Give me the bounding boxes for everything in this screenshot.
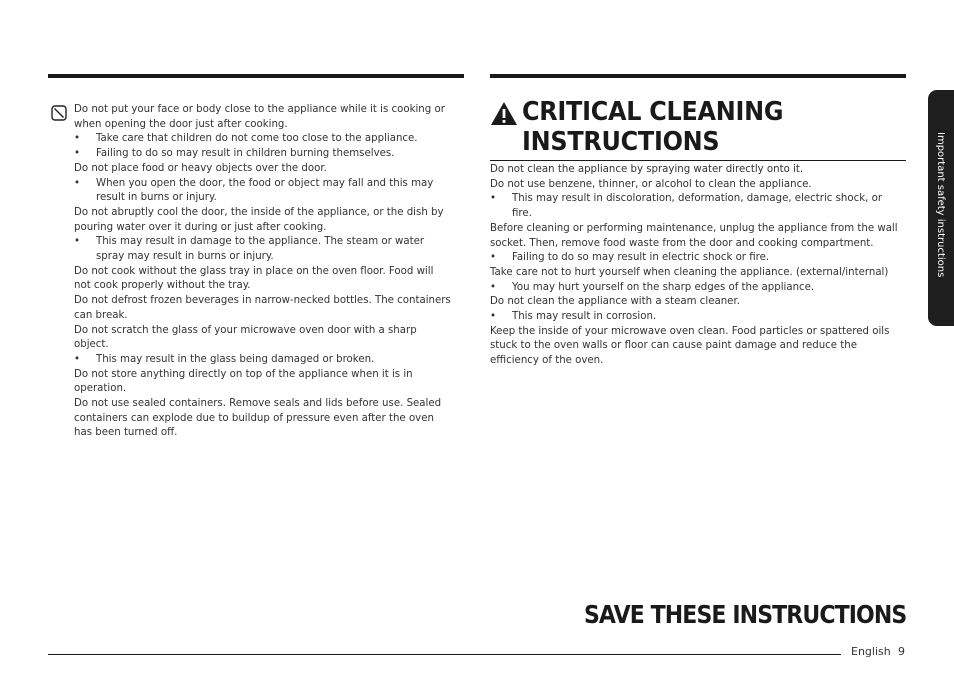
right-paragraph: Take care not to hurt yourself when cleaning the appliance. (external/internal) bbox=[490, 266, 889, 278]
right-bullet: • You may hurt yourself on the sharp edges of the appliance. bbox=[490, 281, 902, 296]
right-column-text bbox=[490, 163, 902, 369]
left-paragraph: Do not store anything directly on top of the appliance when it is in operation. bbox=[74, 368, 413, 395]
footer-rule bbox=[48, 654, 841, 655]
left-top-rule bbox=[48, 74, 464, 78]
right-bullet: • Failing to do so may result in electric shock or fire. bbox=[490, 251, 902, 266]
left-bullet: • Failing to do so may result in children burning themselves. bbox=[74, 147, 452, 162]
left-paragraph: Do not scratch the glass of your microwave oven door with a sharp object. bbox=[74, 324, 417, 351]
side-tab-label: Important safety instructions bbox=[935, 132, 946, 278]
right-top-rule bbox=[490, 74, 906, 78]
left-bullet: • Take care that children do not come too close to the appliance. bbox=[74, 132, 452, 147]
left-paragraph: Do not place food or heavy objects over the door. bbox=[74, 162, 327, 174]
left-paragraph: Do not cook without the glass tray in place on the oven floor. Food will not cook properly without the tray. bbox=[74, 265, 434, 292]
critical-cleaning-heading bbox=[490, 97, 906, 161]
save-these-instructions-title: SAVE THESE INSTRUCTIONS bbox=[583, 600, 906, 629]
left-paragraph: Do not use sealed containers. Remove seals and lids before use. Sealed containers can explode due to buildup of pressure even after the oven has been turned off. bbox=[74, 398, 442, 439]
right-paragraph: Do not use benzene, thinner, or alcohol to clean the appliance. bbox=[490, 178, 812, 190]
prohibition-icon bbox=[51, 105, 67, 121]
right-paragraph: Keep the inside of your microwave oven clean. Food particles or spattered oils stuck to the oven walls or floor can cause paint damage and reduce the efficiency of the oven. bbox=[490, 325, 890, 367]
side-section-tab bbox=[928, 90, 954, 326]
right-paragraph: Before cleaning or performing maintenance, unplug the appliance from the wall socket. Then, remove food waste from the door and cooking compartment. bbox=[490, 222, 898, 249]
section-title: CRITICAL CLEANING INSTRUCTIONS bbox=[522, 97, 784, 157]
left-bullet: • This may result in damage to the appliance. The steam or water spray may result in burns or injury. bbox=[74, 235, 452, 264]
left-paragraph: Do not abruptly cool the door, the inside of the appliance, or the dish by pouring water over it during or just after cooking. bbox=[74, 206, 444, 233]
left-bullet: • This may result in the glass being damaged or broken. bbox=[74, 353, 452, 368]
right-paragraph: Do not clean the appliance with a steam cleaner. bbox=[490, 296, 740, 308]
left-column-text bbox=[74, 103, 452, 441]
page-number: 9 bbox=[898, 645, 905, 658]
right-bullet: • This may result in corrosion. bbox=[490, 310, 902, 325]
right-paragraph: Do not clean the appliance by spraying water directly onto it. bbox=[490, 164, 804, 175]
left-bullet: • When you open the door, the food or object may fall and this may result in burns or injury. bbox=[74, 177, 452, 206]
left-paragraph: Do not defrost frozen beverages in narrow-necked bottles. The containers can break. bbox=[74, 295, 451, 321]
warning-icon bbox=[490, 101, 518, 126]
left-paragraph: Do not put your face or body close to the appliance while it is cooking or when opening the door just after cooking. bbox=[74, 104, 445, 130]
right-bullet: • This may result in discoloration, deformation, damage, electric shock, or fire. bbox=[490, 192, 902, 221]
footer-language: English bbox=[851, 645, 891, 658]
